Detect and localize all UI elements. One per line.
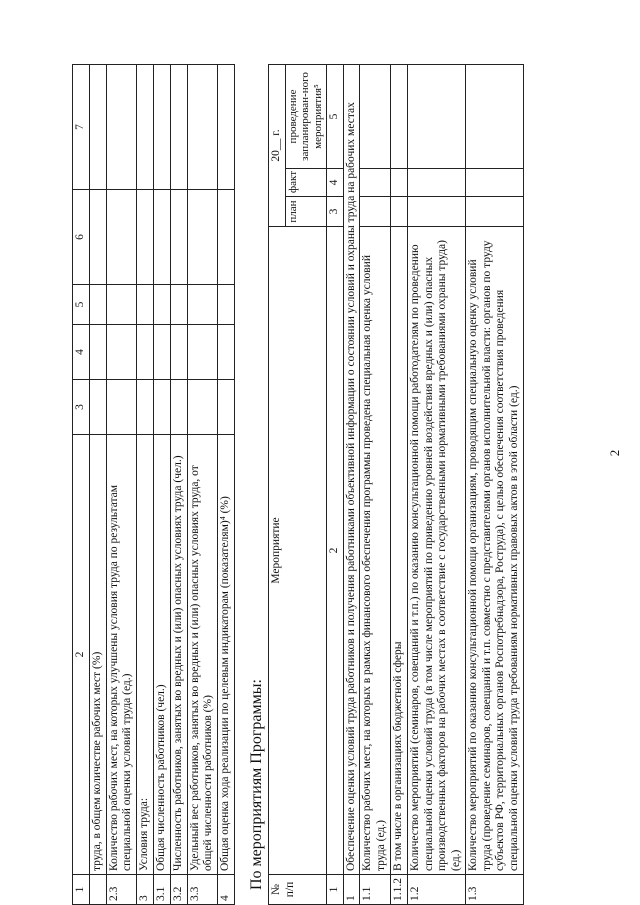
- row-number: 2.3: [106, 875, 137, 905]
- row-text: Общая численность работников (чел.): [153, 435, 170, 875]
- table-row: [89, 65, 106, 905]
- row-number: 1.3: [465, 875, 523, 905]
- row-text: Количество мероприятий по оказанию консультационной помощи организациям, проводящим специальную оценку условий труда (проведение семинаров, совещаний и т.п. совместно с представителями органов исполнительной власти: органов по труду субъектов РФ, территориальных органов Роспотребнадзора, Роструда), с целью обеспечения соответствия проведения специальной оценки условий труда требованиям нормативных правовых актов в этой области (ед.): [465, 227, 523, 875]
- row-number: 3: [137, 875, 154, 905]
- row-number: 1: [343, 875, 360, 905]
- table-row: [465, 64, 523, 904]
- section-heading: По мероприятиям Программы:: [248, 679, 265, 890]
- indicators-table: [72, 64, 235, 905]
- table-row: [153, 65, 170, 905]
- col-header: 3: [73, 380, 90, 435]
- row-text: Количество рабочих мест, на которых улучшены условия труда по результатам специальной оценки условий труда (ед.): [106, 435, 137, 875]
- row-number: 1.1: [360, 875, 391, 905]
- measures-table: [268, 64, 524, 905]
- table-row: [390, 64, 407, 904]
- table-row: [187, 65, 218, 905]
- table-row: [137, 65, 154, 905]
- row-text: Количество рабочих мест, на которых в рамках финансового обеспечения программы проведена специальная оценка условий труда (ед.): [360, 227, 391, 875]
- table-row: [106, 65, 137, 905]
- row-text: Количество мероприятий (семинаров, совещаний и т.п.) по оказанию консультационной помощи работодателям по проведению специальной оценки условий труда (в том числе мероприятий по приведению уровней воздействия вредных и (или) опасных производственных факторов на рабочих местах в соответствие с государственными нормативными требованиями охраны труда) (ед.): [407, 227, 465, 875]
- col-number: 3: [326, 197, 343, 227]
- row-number: 1.1.2: [390, 875, 407, 905]
- col-number: 5: [326, 64, 343, 168]
- col-header-number: № п/п: [269, 875, 327, 905]
- col-header: 1: [73, 875, 90, 905]
- row-text: Численность работников, занятых во вредных и (или) опасных условиях труда (чел.): [170, 435, 187, 875]
- col-header: 5: [73, 285, 90, 325]
- table-row: [170, 65, 187, 905]
- row-text: труда, в общем количестве рабочих мест (%): [89, 435, 106, 875]
- table-row: [360, 64, 391, 904]
- col-header-year: 20__ г.: [269, 64, 286, 226]
- col-header-measure: Мероприятие: [269, 227, 327, 875]
- table-row: [343, 64, 360, 904]
- col-header: 2: [73, 435, 90, 875]
- table-row: [218, 65, 235, 905]
- row-number: 3.2: [170, 875, 187, 905]
- col-number: 4: [326, 169, 343, 197]
- col-header-conduct: проведение запланирован-ного мероприятия⁵: [285, 64, 326, 168]
- page-number: 2: [607, 449, 622, 457]
- row-number: 3.1: [153, 875, 170, 905]
- col-number: 2: [326, 227, 343, 875]
- col-header-fact: факт: [285, 169, 326, 197]
- col-header: 6: [73, 190, 90, 285]
- row-text: Обеспечение оценки условий труда работников и получения работниками объективной информации о состоянии условий и охраны труда на рабочих местах: [343, 64, 360, 874]
- table-row: [407, 64, 465, 904]
- table-colnum-row: [326, 64, 343, 904]
- row-text: Условия труда:: [137, 435, 154, 875]
- table-header-row: [73, 65, 90, 905]
- row-number: 3.3: [187, 875, 218, 905]
- table-header-row: [269, 64, 286, 904]
- row-number: [89, 875, 106, 905]
- col-header: 4: [73, 325, 90, 380]
- row-number: 1.2: [407, 875, 465, 905]
- col-header: 7: [73, 65, 90, 190]
- row-text: В том числе в организациях бюджетной сферы: [390, 227, 407, 875]
- row-text: Общая оценка хода реализации по целевым индикаторам (показателям)⁴ (%): [218, 435, 235, 875]
- col-header-plan: план: [285, 197, 326, 227]
- col-number: 1: [326, 875, 343, 905]
- row-number: 4: [218, 875, 235, 905]
- row-text: Удельный вес работников, занятых во вредных и (или) опасных условиях труда, от общей численности работников (%): [187, 435, 218, 875]
